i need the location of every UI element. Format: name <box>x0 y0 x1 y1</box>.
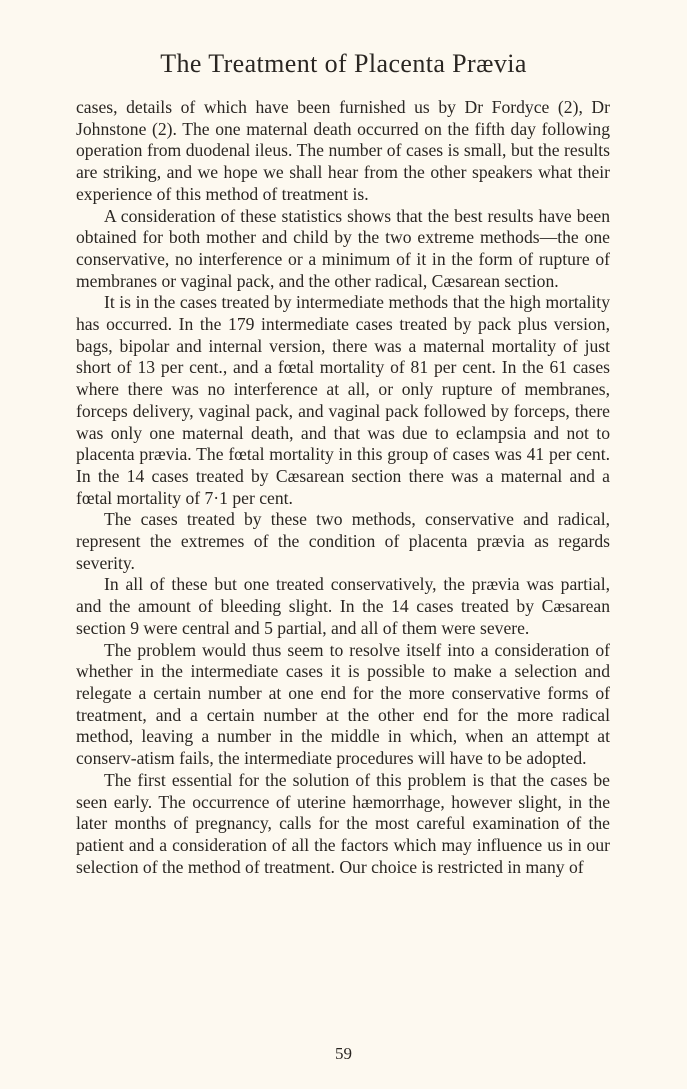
paragraph-continued: cases, details of which have been furnished us by Dr Fordyce (2), Dr Johnstone (2). The one maternal death occurred on the fifth day following operation from duodenal ileus. The number of cases is small, but the results are striking, and we hope we shall hear from the other speakers what their experience of this method of treatment is. <box>76 97 610 204</box>
paragraph-intermediate-methods: It is in the cases treated by intermediate methods that the high mortality has occurred. In the 179 intermediate cases treated by pack plus version, bags, bipolar and internal version, there was a maternal mortality of just short of 13 per cent., and a fœtal mortality of 81 per cent. In the 61 cases where there was no interference at all, or only rupture of membranes, forceps delivery, vaginal pack, and vaginal pack followed by forceps, there was only one maternal death, and that was due to eclampsia and not to placenta prævia. The fœtal mortality in this group of cases was 41 per cent. In the 14 cases treated by Cæsarean section there was a maternal and a fœtal mortality of 7·1 per cent. <box>76 292 610 508</box>
paragraph-first-essential: The first essential for the solution of this problem is that the cases be seen early. The occurrence of uterine hæmorrhage, however slight, in the later months of pregnancy, calls for the most careful examination of the patient and a consideration of all the factors which may influence us in our selection of the method of treatment. Our choice is restricted in many of <box>76 769 610 877</box>
running-head: The Treatment of Placenta Prævia <box>160 49 527 78</box>
paragraph-extremes: The cases treated by these two methods, conservative and radical, represent the extremes of the condition of placenta prævia as regards severity. <box>76 509 610 573</box>
page-number: 59 <box>335 1044 352 1063</box>
paragraph-severity: In all of these but one treated conservatively, the prævia was partial, and the amount of bleeding slight. In the 14 cases treated by Cæsarean section 9 were central and 5 partial, and all of them were severe. <box>76 574 610 638</box>
body-text <box>76 97 610 878</box>
paragraph-statistics: A consideration of these statistics shows that the best results have been obtained for both mother and child by the two extreme methods—the one conservative, no interference or a minimum of it in the form of rupture of membranes or vaginal pack, and the other radical, Cæsarean section. <box>76 205 610 291</box>
paragraph-problem: The problem would thus seem to resolve itself into a consideration of whether in the intermediate cases it is possible to make a selection and relegate a certain number at one end for the more conservative forms of treatment, and a certain number at the other end for the more radical method, leaving a number in the middle in which, when an attempt at conserv-atism fails, the intermediate procedures will have to be adopted. <box>76 639 610 769</box>
